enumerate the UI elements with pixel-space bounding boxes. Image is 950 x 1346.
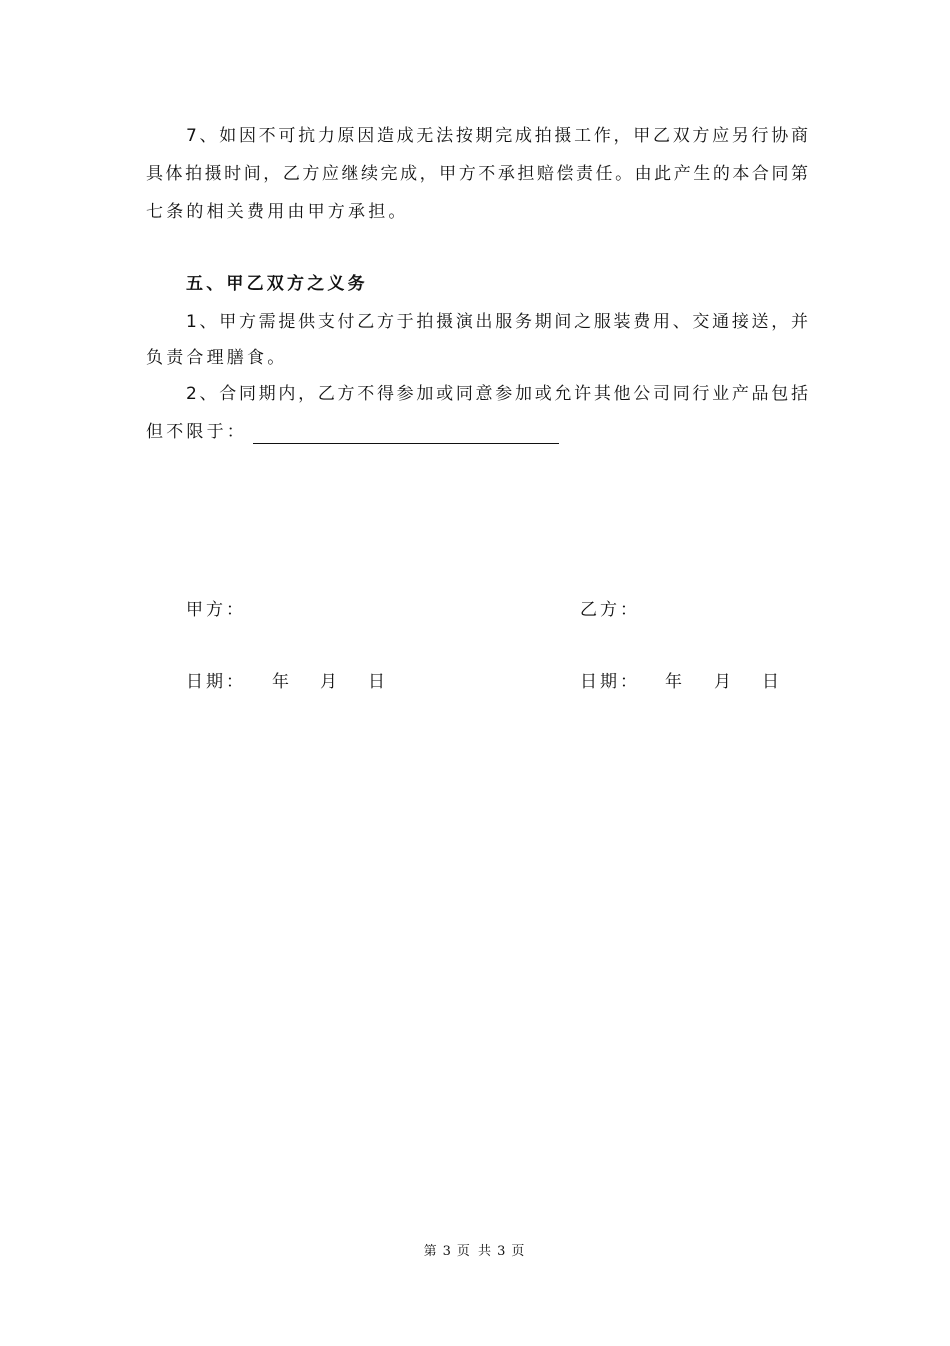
footer-page-number: 3 [442,1244,453,1259]
party-b-date-label: 日期： [580,672,640,692]
fill-in-blank-line[interactable] [253,423,559,444]
party-a-label: 甲方： [186,600,246,620]
section-5-item-1-line-2: 负责合理膳食。 [146,348,288,368]
party-a-year: 年 [272,672,289,692]
party-b-month: 月 [714,672,731,692]
item-2-lead-text: 但不限于： [146,422,247,442]
clause-7-line-1: 7、如因不可抗力原因造成无法按期完成拍摄工作，甲乙双方应另行协商 [186,126,808,146]
page-footer [0,1240,950,1259]
section-5-item-2-line-2 [146,420,808,444]
clause-7-line-3: 七条的相关费用由甲方承担。 [146,202,409,222]
section-5-item-2-line-1: 2、合同期内，乙方不得参加或同意参加或允许其他公司同行业产品包括 [186,384,808,404]
party-a-date-label: 日期： [186,672,246,692]
clause-7-line-2: 具体拍摄时间，乙方应继续完成，甲方不承担赔偿责任。由此产生的本合同第 [146,164,808,184]
footer-middle: 页 共 [456,1244,494,1259]
party-a-day: 日 [368,672,385,692]
section-5-item-1-line-1: 1、甲方需提供支付乙方于拍摄演出服务期间之服装费用、交通接送，并 [186,312,808,332]
party-b-label: 乙方： [580,600,640,620]
footer-suffix: 页 [511,1244,527,1259]
party-b-day: 日 [762,672,779,692]
section-5-heading: 五、甲乙双方之义务 [186,274,368,294]
party-a-month: 月 [320,672,337,692]
footer-total-pages: 3 [497,1244,508,1259]
party-b-year: 年 [665,672,682,692]
footer-prefix: 第 [423,1244,439,1259]
